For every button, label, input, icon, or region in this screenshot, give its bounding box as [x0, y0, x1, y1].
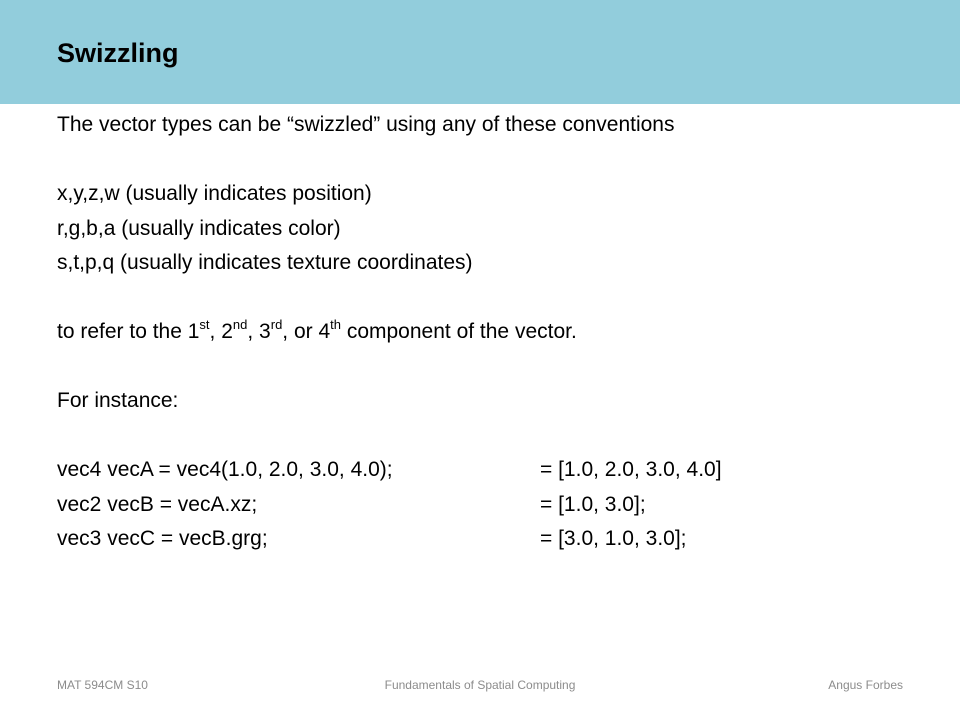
- spacer: [57, 419, 917, 454]
- convention-color: r,g,b,a (usually indicates color): [57, 216, 341, 240]
- code-result: = [3.0, 1.0, 3.0];: [540, 527, 687, 550]
- intro-text: The vector types can be “swizzled” using any of these conventions: [57, 113, 675, 136]
- code-result: = [1.0, 2.0, 3.0, 4.0]: [540, 458, 722, 481]
- footer-course-title: Fundamentals of Spatial Computing: [384, 678, 576, 692]
- refer-prefix: to refer to the 1: [57, 320, 200, 343]
- refer-sentence: [57, 315, 917, 350]
- ordinal-suffix-4: th: [330, 317, 341, 332]
- convention-texture: s,t,p,q (usually indicates texture coordinates): [57, 251, 473, 274]
- spacer: [57, 350, 917, 385]
- spacer: [57, 281, 917, 316]
- ordinal-suffix-3: rd: [270, 317, 283, 332]
- footer-course: MAT 594CM S10: [57, 678, 148, 692]
- code-statement: vec3 vecC = vecB.grg;: [57, 527, 268, 550]
- code-line: [57, 453, 917, 488]
- slide-title: Swizzling: [57, 38, 179, 68]
- spacer: [57, 143, 917, 178]
- refer-sep-3: , or 4: [282, 320, 331, 343]
- refer-sep-1: , 2: [209, 320, 233, 343]
- code-statement: vec4 vecA = vec4(1.0, 2.0, 3.0, 4.0);: [57, 458, 393, 481]
- convention-position: x,y,z,w (usually indicates position): [57, 182, 372, 205]
- code-result: = [1.0, 3.0];: [540, 492, 646, 516]
- ordinal-suffix-1: st: [199, 317, 210, 332]
- ordinal-suffix-2: nd: [232, 317, 248, 332]
- code-line: [57, 522, 917, 557]
- slide-body: [57, 108, 917, 557]
- for-instance-label: For instance:: [57, 389, 179, 412]
- code-statement: vec2 vecB = vecA.xz;: [57, 492, 258, 516]
- footer-author: Angus Forbes: [828, 678, 903, 692]
- code-line: [57, 488, 917, 523]
- refer-suffix: component of the vector.: [341, 320, 577, 343]
- slide-footer: [57, 678, 903, 698]
- refer-sep-2: , 3: [247, 320, 271, 343]
